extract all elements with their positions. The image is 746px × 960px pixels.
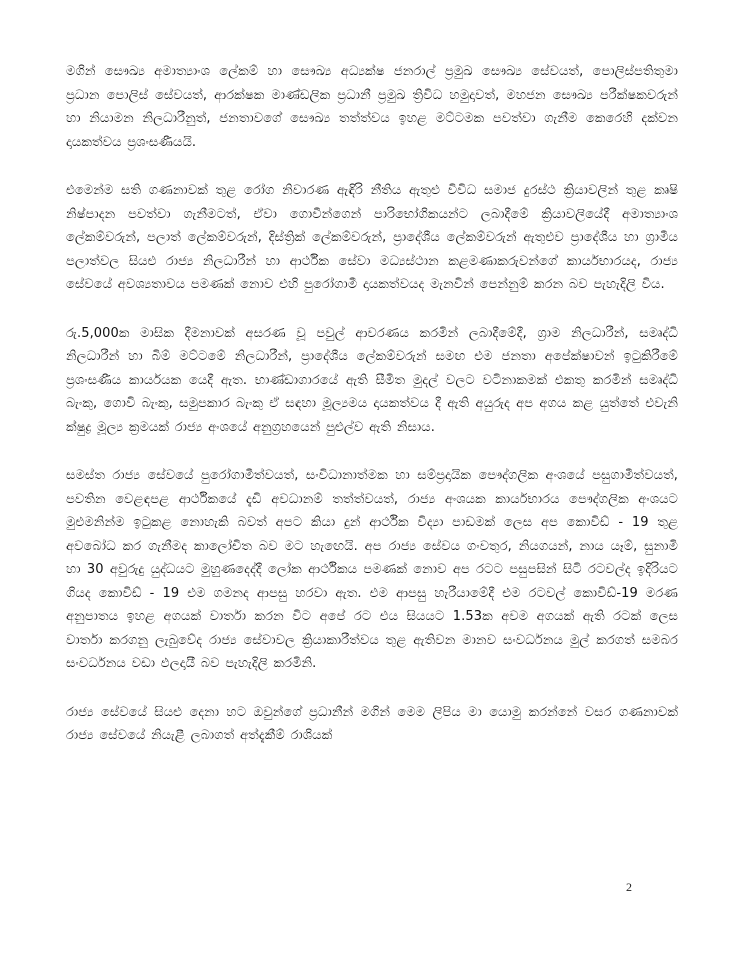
paragraph-5: රාජ්‍ය සේවයේ සියළු දෙනා හට ඔවුන්ගේ ප්‍රධානීන් මගින් මෙම ලිපිය මා යොමු කරන්නේ වසර ගණනාවක් රාජ්‍ය සේවයේ නියැළී ලබාගත් අත්දැකීම් රාශියක් <box>66 704 678 743</box>
document-body <box>66 60 678 773</box>
paragraph-4: සමස්ත රාජ්‍ය සේවයේ පුරෝගාමීත්වයත්, සංවිධානාත්මක හා සම්ප්‍රදායික පෞද්ගලික අංශයේ පසුගාමීත්වයත්, පවතින වෙළඳපළ ආර්ථිකයේ දැඩි අවධානම් තත්ත්වයත්, රාජ්‍ය අංශයක කාර්යභාරය පෞද්ගලික අංශයට මුළුමනින්ම ඉටුකළ නොහැකි බවත් අපට කියා දුන් ආර්ථික විද්‍යා පාඩමක් ලෙස අප කොවිඩ් - 19 තුළ අවබෝධ කර ගැනීමද කාලෝචිත බව මට හැඟෙයි. අප රාජ්‍ය සේවය ගංවතුර, නියගයන්, නාය යෑම්, සුනාමි හා 30 අවුරුදු යුද්ධයට මුහුණදෙද්දී ලෝක ආර්ථිකය පමණක් නොව අප රටට පසුපසින් සිටි රටවල්ද ඉදිරියට ගියද කොවිඩ් - 19 එම ගමනද ආපසු හරවා ඇත. එම ආපසු හැරීයාමේදී එම රටවල් කොවිඩ්-19 මරණ අනුපාතය ඉහළ අගයක් වාර්තා කරන විට අපේ රට එය සියයට 1.53ක අවම අගයක් ඇති රටක් ලෙස වාර්තා කරගනු ලැබුවේද රාජ්‍ය සේවාවල ක්‍රියාකාරීත්වය තුළ ඇතිවන මානව සංවර්ධනය මුල් කරගත් සමබර සංවර්ධනය වඩා ඵලදායී බව පැහැදිලි කරමිනි. <box>66 468 678 671</box>
paragraph-3: රු.5,000ක මාසික දීමනාවක් අසරණ වූ පවුල් ආවරණය කරමින් ලබාදීමේදී, ග්‍රාම නිලධාරීන්, සමෘද්ධි නිලධාරීන් හා බිම් මට්ටමේ නිලධාරීන්, ප්‍රාදේශීය ලේකම්වරුන් සමඟ එම ජනතා අපේක්ෂාවන් ඉටුකිරීමේ ප්‍රශංසණීය කාර්යයක යෙදී ඇත. භාණ්ඩාගාරයේ ඇති සීමිත මුදල් වලට වටිනාකමක් එකතු කරමින් සමෘද්ධි බැංකු, ගොවි බැංකු, සමුපකාර බැංකු ඒ සඳහා මූල්‍යමය දායකත්වය දී ඇති අයුරුද අප අගය කළ යුත්තේ එවැනි ක්ෂුද්‍ර මූල්‍ය ක්‍රමයක් රාජ්‍ය අංශයේ අනුග්‍රහයෙන් පුළුල්ව ඇති නිසාය. <box>66 325 678 435</box>
page-number: 2 <box>626 880 632 894</box>
paragraph-1: මගින් සෞඛ්‍ය අමාත්‍යාංශ ලේකම් හා සෞඛ්‍ය අධ්‍යක්ෂ ජනරාල් ප්‍රමුඛ සෞඛ්‍ය සේවයත්, පොලිස්පතිතුමා ප්‍රධාන පොලිස් සේවයත්, ආරක්ෂක මාණ්ඩලික ප්‍රධානී ප්‍රමුඛ ත්‍රිවිධ හමුදාවත්, මහජන සෞඛ්‍ය පරීක්ෂකවරුන් හා නියාමන නිලධාරීනුත්, ජනතාවගේ සෞඛ්‍ය තත්ත්වය ඉහළ මට්ටමක පවත්වා ගැනීම කෙරෙහි දක්වන දායකත්වය ප්‍රශංසණීයයි. <box>66 64 678 150</box>
paragraph-2: එමෙන්ම සති ගණනාවක් තුළ රෝග නිවාරණ ඇඳිරි නීතිය ඇතුළු විවිධ සමාජ දුරස්ථ ක්‍රියාවලින් තුළ කෘෂි නිෂ්පාදන පවත්වා ගැනීමටත්, ඒවා ගොවීන්ගෙන් පාරිභෝගිකයන්ට ලබාදීමේ ක්‍රියාවලියේදී අමාත්‍යාංශ ලේකම්වරුන්, පලාත් ලේකම්වරුන්, දිස්ත්‍රික් ලේකම්වරුන්, ප්‍රාදේශීය ලේකම්වරුන් ඇතුළුව ප්‍රාදේශීය හා ග්‍රාමීය පලාත්වල සියළු රාජ්‍ය නිලධාරීන් හා ආර්ථික සේවා මධ්‍යස්ථාන කළමණාකරුවන්ගේ කාර්යභාරයද, රාජ්‍ය සේවයේ අවශ්‍යතාවය පමණක් නොව එහි පුරෝගාමී දායකත්වයද මැනවින් පෙන්නුම් කරන බව පැහැදිලි විය. <box>66 183 678 292</box>
